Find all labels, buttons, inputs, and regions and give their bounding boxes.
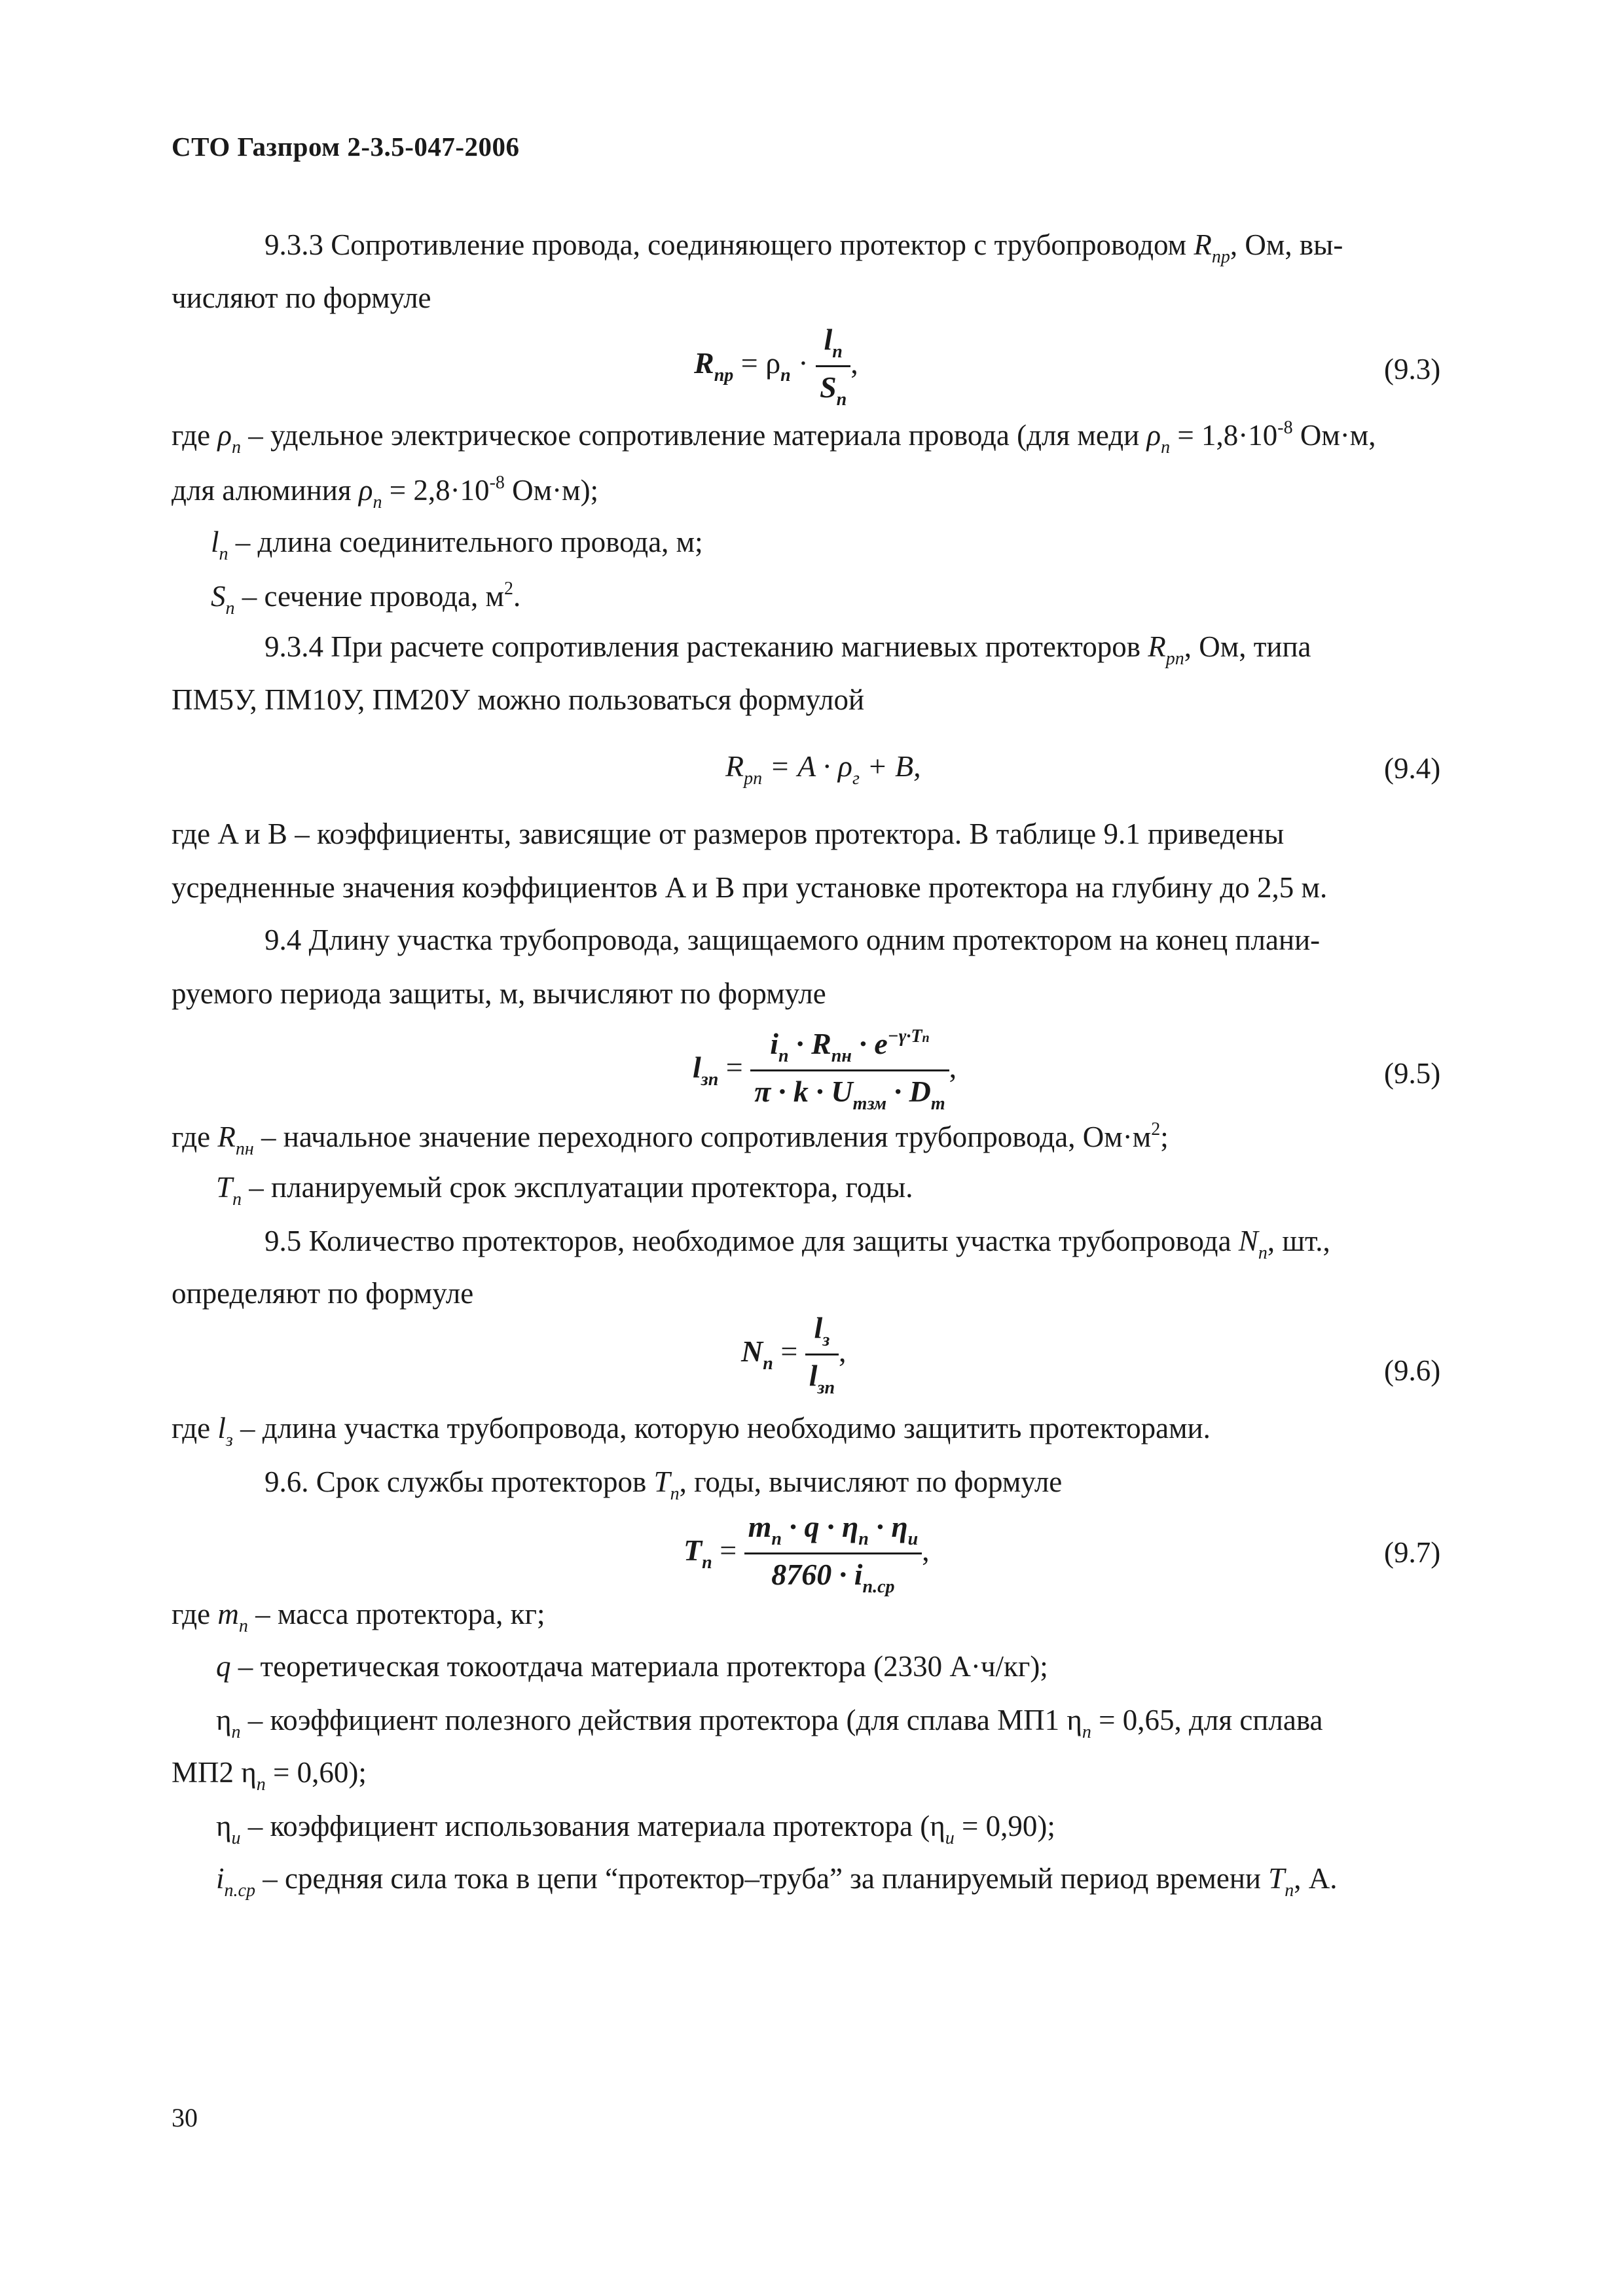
fraction: [816, 322, 850, 410]
text: = 2,8·10: [382, 474, 490, 507]
formula-op: ,: [850, 346, 858, 380]
fraction: [744, 1509, 922, 1598]
frac-den: · D: [886, 1075, 931, 1108]
sub: п: [1258, 1243, 1267, 1263]
sub: п: [780, 365, 791, 386]
text: – коэффициент полезного действия протектора (для сплава МП1 η: [240, 1704, 1082, 1736]
sub: п: [771, 1529, 782, 1549]
formula-op: =: [718, 1050, 751, 1085]
formula-number-9-7: (9.7): [1384, 1536, 1441, 1569]
sub: пн: [831, 1046, 852, 1066]
formula-op: ,: [949, 1050, 957, 1085]
formula-number-9-5: (9.5): [1384, 1057, 1441, 1090]
frac-num: l: [814, 1311, 823, 1344]
sup: -8: [1277, 418, 1293, 438]
text: – коэффициент использования материала протектора (η: [240, 1810, 945, 1842]
frac-num: i: [770, 1027, 778, 1060]
section-9-5-line-1: [264, 1227, 1330, 1263]
formula-9-7: [684, 1509, 930, 1598]
text: 9.6. Срок службы протекторов: [264, 1465, 654, 1498]
text: = 1,8·10: [1170, 419, 1278, 452]
sub: п: [232, 1189, 242, 1210]
section-9-4-line-1: 9.4 Длину участка трубопровода, защищаемого одним протектором на конец плани-: [264, 924, 1321, 956]
sub: п.ср: [224, 1880, 255, 1901]
where-9-4-line-1: где A и B – коэффициенты, зависящие от размеров протектора. В таблице 9.1 приведены: [172, 817, 1285, 850]
fraction: [805, 1310, 839, 1399]
sub: п: [836, 389, 847, 410]
sub: п: [1161, 437, 1171, 457]
where-9-4-line-2: усредненные значения коэффициентов A и B при установке протектора на глубину до 2,5 м.: [172, 871, 1328, 904]
sub: пр: [714, 365, 734, 386]
text: = 0,60);: [265, 1756, 367, 1789]
formula-op: =: [712, 1534, 744, 1568]
sub: п: [763, 1354, 773, 1374]
text: Ом·м);: [504, 474, 599, 507]
frac-den: S: [820, 370, 837, 404]
var: l: [211, 526, 219, 558]
formula-var: l: [693, 1050, 701, 1085]
var: η: [216, 1810, 232, 1842]
var: ρ: [217, 419, 232, 452]
text: , шт.,: [1267, 1225, 1330, 1257]
text: , Ом, вы-: [1230, 228, 1343, 261]
text: 9.5 Количество протекторов, необходимое для защиты участка трубопровода: [264, 1225, 1239, 1257]
sub: п: [1082, 1722, 1091, 1742]
section-9-3-3-line-1: [264, 230, 1343, 266]
sub: з: [822, 1330, 830, 1350]
sup-sub: п: [922, 1031, 930, 1045]
text: – сечение провода, м: [234, 580, 504, 613]
text: – длина участка трубопровода, которую необходимо защитить протекторами.: [232, 1412, 1211, 1444]
where-9-7-eta-line-2: [172, 1758, 367, 1794]
sub: и: [907, 1529, 919, 1549]
sub: пн: [235, 1139, 254, 1159]
sub: u: [945, 1828, 955, 1848]
section-9-4-line-2: руемого периода защиты, м, вычисляют по формуле: [172, 977, 826, 1010]
sub: п: [1285, 1880, 1294, 1901]
text: = 0,65, для сплава: [1091, 1704, 1323, 1736]
formula-op: + B,: [859, 749, 921, 783]
formula-op: ,: [839, 1335, 847, 1369]
sub: рп: [1165, 649, 1184, 669]
frac-num: · q · η: [782, 1510, 859, 1543]
formula-var: T: [684, 1534, 702, 1568]
sub: з: [225, 1430, 233, 1450]
sup: 2: [1151, 1119, 1161, 1139]
formula-9-3: [694, 322, 858, 410]
section-9-3-3-line-2: числяют по формуле: [172, 281, 431, 314]
sub: п: [778, 1046, 789, 1066]
var: η: [216, 1704, 232, 1736]
var: N: [1238, 1225, 1258, 1257]
formula-var: R: [694, 346, 714, 380]
formula-9-4: [725, 751, 921, 788]
var: T: [216, 1171, 233, 1204]
sub: т: [930, 1094, 945, 1114]
page-number: 30: [172, 2103, 198, 2132]
frac-num: l: [824, 323, 833, 356]
formula-number-9-3: (9.3): [1384, 353, 1441, 386]
sub: п: [858, 1529, 869, 1549]
formula-op: = ρ: [733, 346, 781, 380]
text: 9.3.4 При расчете сопротивления растеканию магниевых протекторов: [264, 630, 1148, 663]
where-9-3-sn: [211, 580, 520, 618]
where-9-5-T: [216, 1173, 913, 1209]
var: ρ: [1146, 419, 1161, 452]
text: , А.: [1294, 1862, 1338, 1895]
text: , годы, вычисляют по формуле: [679, 1465, 1063, 1498]
sub: рп: [744, 768, 763, 789]
var: ρ: [358, 474, 373, 507]
frac-den: 8760 · i: [771, 1558, 863, 1591]
section-9-3-4-line-1: [264, 632, 1311, 668]
sub: п: [702, 1552, 712, 1573]
where-9-6: [172, 1414, 1211, 1450]
sub: п: [238, 1616, 248, 1636]
sub: г: [852, 768, 860, 789]
var-R: R: [1194, 228, 1212, 261]
frac-num: · η: [868, 1510, 908, 1543]
text: – теоретическая токоотдача материала протектора (2330 А·ч/кг);: [230, 1650, 1048, 1683]
text: где: [172, 1121, 218, 1153]
text: 9.3.3 Сопротивление провода, соединяющего протектор с трубопроводом: [264, 228, 1194, 261]
sub: п: [373, 492, 382, 512]
var: T: [653, 1465, 670, 1498]
var: R: [1148, 630, 1166, 663]
formula-number-9-4: (9.4): [1384, 752, 1441, 785]
text: где: [172, 1412, 218, 1444]
var: i: [216, 1862, 225, 1895]
var: S: [211, 580, 226, 613]
text: ;: [1160, 1121, 1169, 1153]
sub: п: [231, 1722, 241, 1742]
sub: п: [225, 598, 235, 619]
formula-var: R: [725, 749, 744, 783]
formula-op: ·: [790, 346, 816, 380]
section-9-3-4-line-2: ПМ5У, ПМ10У, ПМ20У можно пользоваться формулой: [172, 683, 865, 716]
sub: пр: [1211, 247, 1230, 267]
text: – планируемый срок эксплуатации протектора, годы.: [242, 1171, 913, 1204]
text: – масса протектора, кг;: [247, 1598, 545, 1630]
where-9-7-eta-line-1: [216, 1706, 1322, 1742]
sub: п: [670, 1484, 680, 1504]
formula-9-5: [693, 1026, 957, 1115]
text: для алюминия: [172, 474, 359, 507]
frac-den: π · k · U: [754, 1075, 853, 1108]
text: – начальное значение переходного сопротивления трубопровода, Ом·м: [253, 1121, 1152, 1153]
where-9-5-line-1: [172, 1121, 1169, 1158]
frac-num: m: [748, 1510, 772, 1543]
formula-op: = A · ρ: [762, 749, 852, 783]
sub: п: [231, 437, 241, 457]
sup: −γ·T: [887, 1026, 922, 1047]
formula-op: =: [773, 1335, 805, 1369]
formula-op: ,: [922, 1534, 930, 1568]
sub: зп: [817, 1378, 835, 1398]
text: – длина соединительного провода, м;: [228, 526, 703, 558]
var: l: [217, 1412, 226, 1444]
text: .: [513, 580, 521, 613]
text: = 0,90);: [954, 1810, 1055, 1842]
formula-var: N: [741, 1335, 763, 1369]
sub: п: [832, 342, 843, 362]
var: R: [217, 1121, 236, 1153]
formula-9-6: [741, 1310, 847, 1399]
where-9-7-etau: [216, 1812, 1055, 1848]
section-9-6: [264, 1467, 1062, 1503]
document-header: СТО Газпром 2-3.5-047-2006: [172, 132, 520, 162]
frac-num: · R: [788, 1027, 831, 1060]
frac-den: l: [809, 1359, 818, 1392]
sub: зп: [701, 1069, 719, 1090]
where-9-3-line-2: [172, 474, 598, 512]
sub: п: [219, 544, 228, 564]
sup: -8: [489, 473, 505, 493]
frac-num: · e: [851, 1027, 888, 1060]
text: – средняя сила тока в цепи “протектор–труба” за планируемый период времени: [255, 1862, 1269, 1895]
var: q: [216, 1650, 231, 1683]
where-9-7-m: [172, 1600, 545, 1636]
var: T: [1268, 1862, 1285, 1895]
formula-number-9-6: (9.6): [1384, 1354, 1441, 1387]
where-9-7-q: [216, 1652, 1048, 1681]
where-9-3-ln: [211, 528, 703, 564]
text: МП2 η: [172, 1756, 257, 1789]
text: Ом·м,: [1292, 419, 1376, 452]
sub: u: [231, 1828, 241, 1848]
where-9-7-i: [216, 1864, 1338, 1900]
text: где: [172, 419, 218, 452]
text: – удельное электрическое сопротивление материала провода (для меди: [240, 419, 1147, 452]
var: m: [217, 1598, 239, 1630]
sup: 2: [503, 579, 513, 599]
text: где: [172, 1598, 218, 1630]
where-9-3-line-1: [172, 419, 1376, 457]
sub: тзм: [852, 1094, 887, 1114]
sub: п.ср: [862, 1577, 895, 1597]
sub: п: [256, 1774, 266, 1795]
text: , Ом, типа: [1184, 630, 1311, 663]
fraction: [750, 1026, 949, 1115]
section-9-5-line-2: определяют по формуле: [172, 1277, 474, 1310]
